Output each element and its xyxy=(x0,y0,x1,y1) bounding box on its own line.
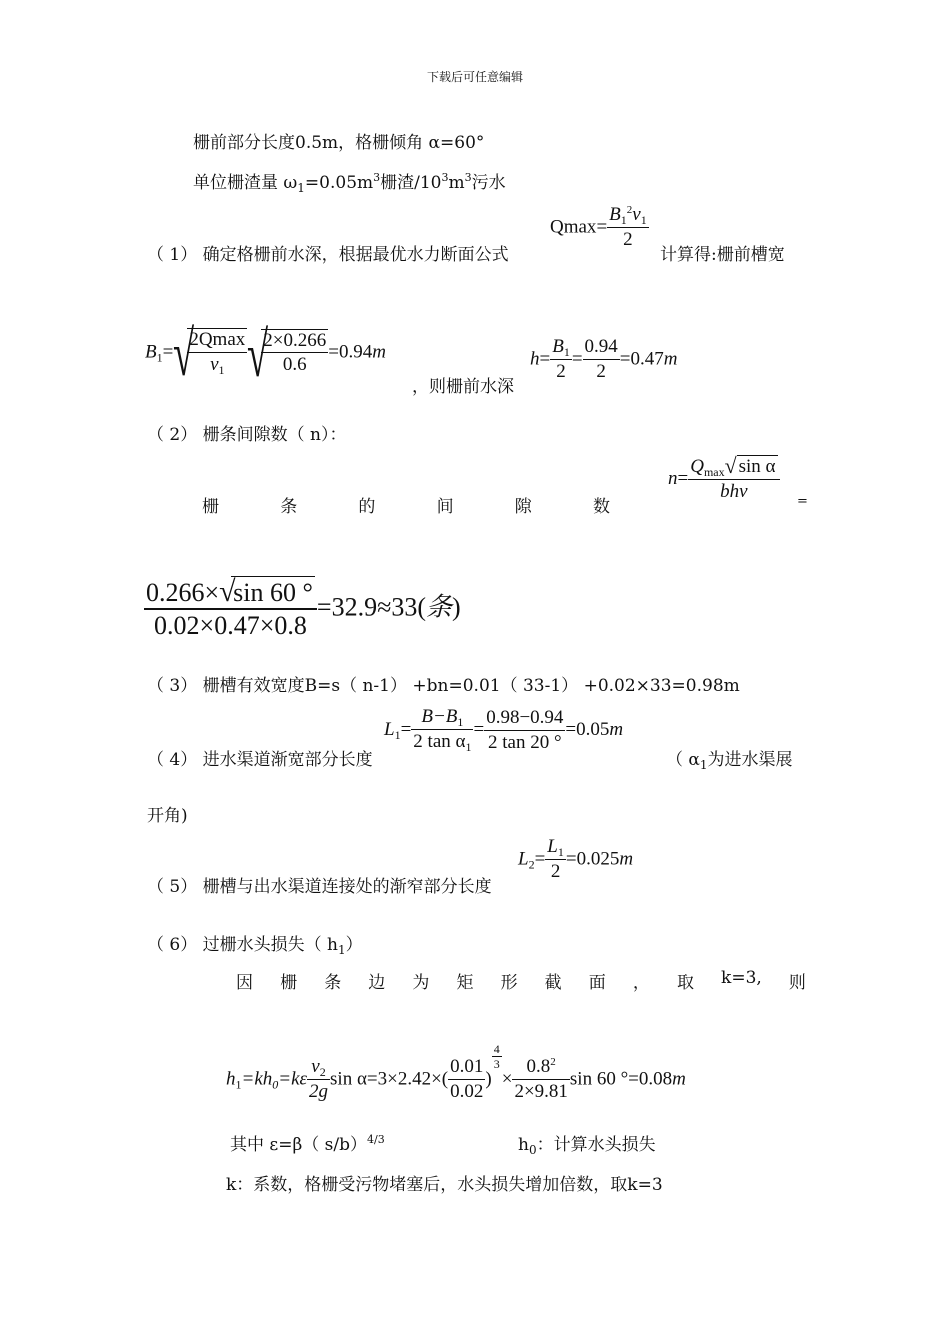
text-line: 栅前部分长度0.5m，格栅倾角 α=60° xyxy=(193,133,485,153)
word: 条 xyxy=(324,973,342,993)
word: 因 xyxy=(236,973,253,993)
section-6-words xyxy=(236,968,806,993)
formula-h1: $h_1=kh_0=k\varepsilon$ $\frac{v_2}{2g}$ sin α=3×2.42×( $\frac{0.01}{0.02}$ ) $\frac{4}{3}$ × $\frac{0.8^2}{2\times 9.81}$ sin 60 °=0.08m xyxy=(226,1042,686,1103)
section-5-text: （ 5） 栅槽与出水渠道连接处的渐窄部分长度 xyxy=(147,877,492,897)
section-4-text: （ 4） 进水渠道渐宽部分长度 xyxy=(147,750,373,770)
section-4-continued: 开角) xyxy=(147,806,188,826)
word: 隙 xyxy=(514,497,532,517)
formula-b1: $B_1=$ √ $\frac{2Qmax}{v_1}$ √ $\frac{2\times 0.266}{0.6}$ =0.94m xyxy=(145,318,386,390)
formula-l2: $L_2=$ $\frac{L_1}{2}$ =0.025m xyxy=(518,836,634,883)
formula-h: h= $\frac{B_1}{2}$ = $\frac{0.94}{2}$ =0.47m xyxy=(530,336,678,383)
word: k=3, xyxy=(721,968,762,988)
word: 间 xyxy=(436,497,454,517)
word: 栅 xyxy=(280,973,298,993)
word: ， xyxy=(632,973,650,993)
formula-n: n= $\frac{Q_{max}√ \sin \alpha}{\text{bhv}}$ xyxy=(668,455,780,504)
section-1-text: （ 1） 确定格栅前水深，根据最优水力断面公式 xyxy=(147,245,509,265)
formula-n-value: $\frac{0.266\times√ \sin 60 ^\circ}{0.02\times 0.47\times 0.8}$ =32.9≈33(条) xyxy=(144,576,461,643)
section-6-heading: （ 6） 过栅水头损失（ $h_1$） xyxy=(147,935,363,957)
formula-qmax: Qmax= $\frac{B_1^2v_1}{2}$ xyxy=(550,204,647,251)
section-3-text: （ 3） 栅槽有效宽度B=s（ n-1） +bn=0.01（ 33-1） +0.02×33=0.98m xyxy=(147,676,740,696)
word: 数 xyxy=(592,497,610,517)
section-2-heading: （ 2） 栅条间隙数（ n）： xyxy=(147,425,347,445)
section-1-suffix: 计算得:栅前槽宽 xyxy=(660,245,785,265)
word: 矩 xyxy=(456,973,474,993)
word: 的 xyxy=(358,497,376,517)
section-2-words xyxy=(202,492,610,517)
section-1-then: ，则栅前水深 xyxy=(412,377,514,397)
word: 截 xyxy=(544,973,562,993)
word: 栅 xyxy=(202,497,219,517)
h0-definition: $h_0$：计算水头损失 xyxy=(518,1135,656,1157)
word: 取 xyxy=(676,973,694,993)
word: 则 xyxy=(788,973,806,993)
word: 形 xyxy=(500,973,518,993)
formula-l1: $L_1=$ $\frac{B-B_1}{2 \tan \alpha_1}$ = $\frac{0.98-0.94}{2 \tan 20 ^\circ}$ =0.05m xyxy=(384,706,624,755)
word: 边 xyxy=(368,973,386,993)
section-4-note: （ $\alpha_1$为进水渠展 xyxy=(666,750,793,772)
word: 条 xyxy=(280,497,298,517)
where-text: 其中 ε=β（ s/b）$^{4/3}$ xyxy=(230,1133,385,1155)
word: 面 xyxy=(588,973,606,993)
header-note: 下载后可任意编辑 xyxy=(426,70,523,84)
k-definition: k：系数，格栅受污物堵塞后，水头损失增加倍数，取k=3 xyxy=(226,1175,663,1195)
section-2-eq: = xyxy=(797,494,808,509)
text-line: 单位栅渣量 $\omega_1=0.05m^3$栅渣$/10^3m^3$污水 xyxy=(193,171,506,195)
word: 为 xyxy=(412,973,430,993)
